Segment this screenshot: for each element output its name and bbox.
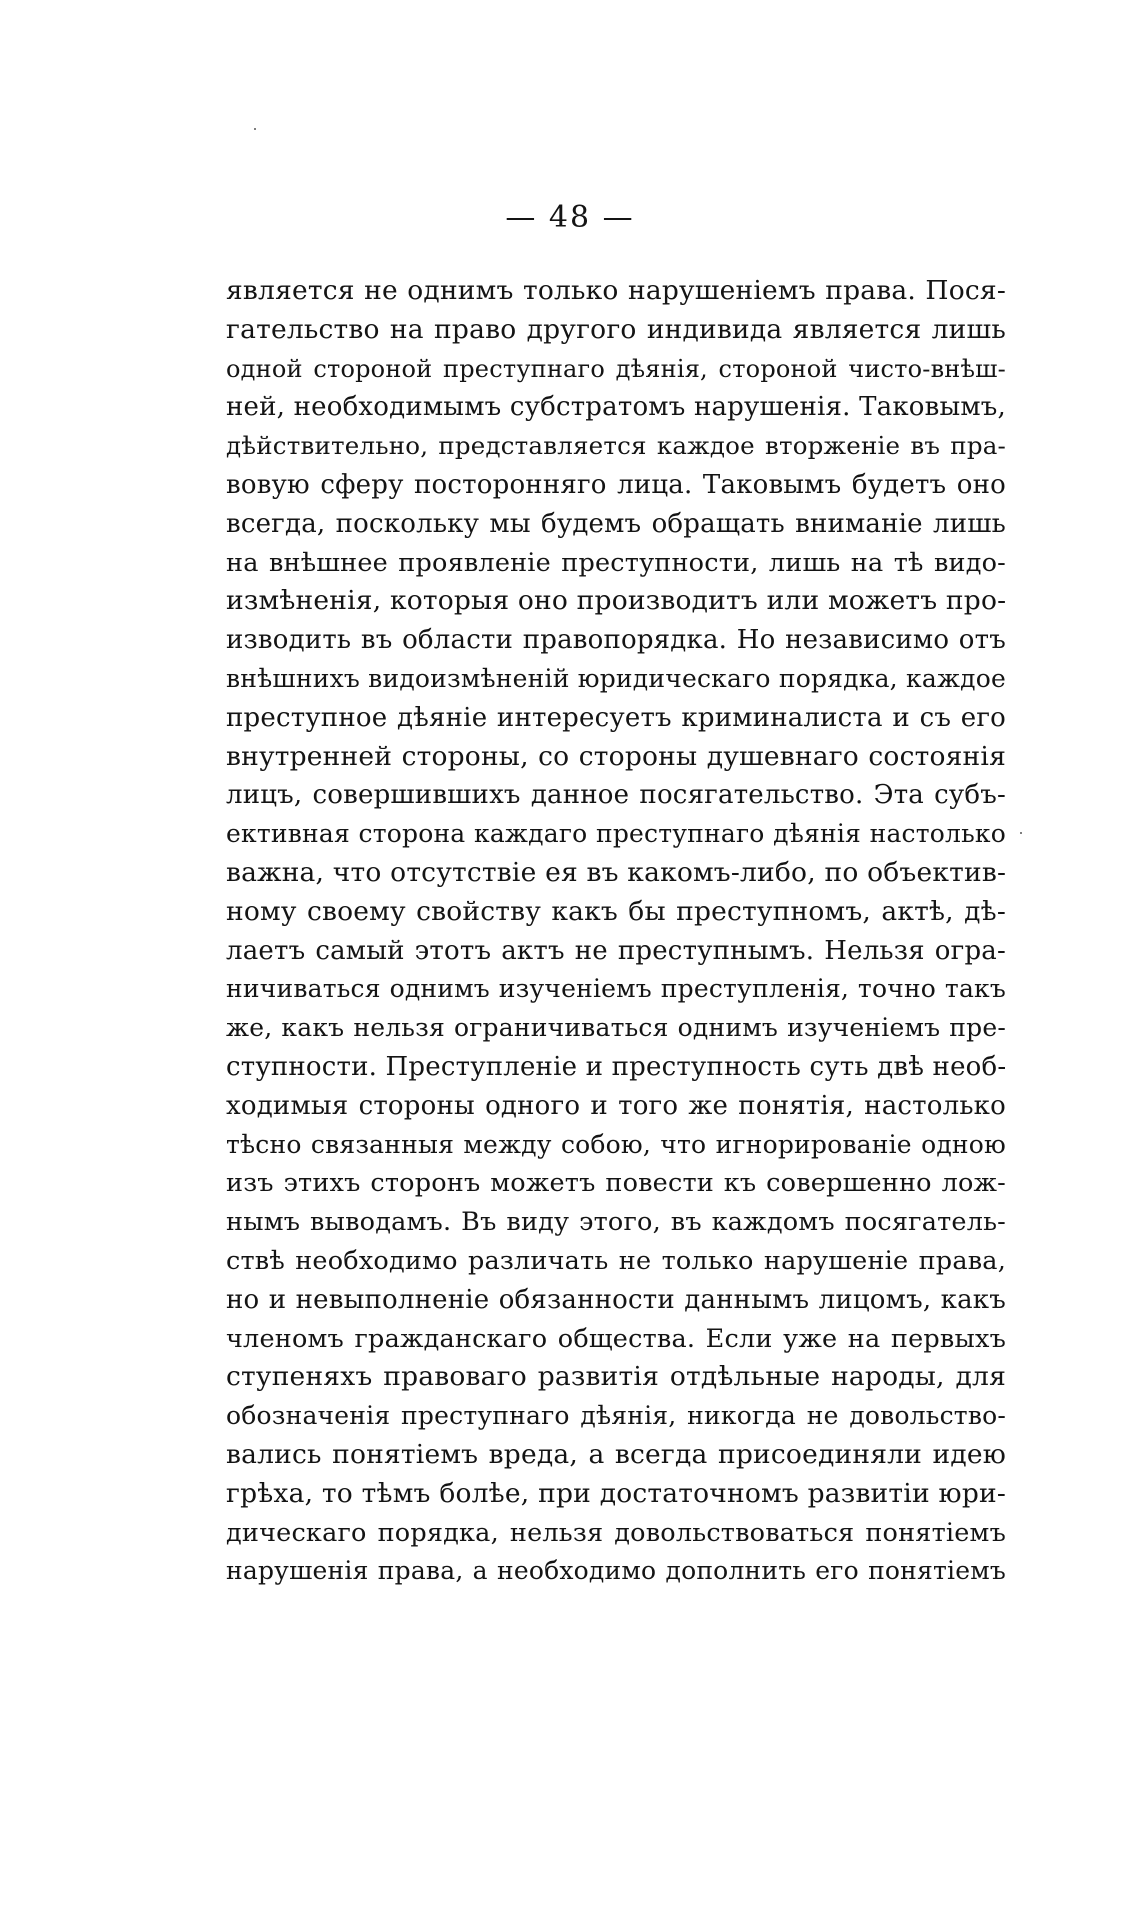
text-line: вовую сферу посторонняго лица. Таковымъ будетъ оно bbox=[226, 469, 1006, 500]
text-line: внутренней стороны, со стороны душевнаго состоянія bbox=[226, 740, 1006, 772]
text-line: всегда, поскольку мы будемъ обращать вниманіе лишь bbox=[226, 508, 1006, 539]
text-line: ней, необходимымъ субстратомъ нарушенія. Таковымъ, bbox=[226, 392, 1006, 423]
text-line: дическаго порядка, нельзя довольствоваться понятіемъ bbox=[226, 1517, 1006, 1548]
text-line: нарушенія права, а необходимо дополнить его понятіемъ bbox=[226, 1556, 1006, 1586]
text-line: ступеняхъ правоваго развитія отдѣльные народы, для bbox=[226, 1361, 1006, 1393]
body-text bbox=[226, 272, 1006, 1591]
text-line: является не однимъ только нарушеніемъ права. Пося- bbox=[226, 275, 1006, 306]
text-line: грѣха, то тѣмъ болѣе, при достаточномъ развитіи юри- bbox=[226, 1477, 1006, 1509]
text-line: измѣненія, которыя оно производитъ или можетъ про- bbox=[226, 585, 1007, 617]
text-line: вались понятіемъ вреда, а всегда присоединяли идею bbox=[226, 1438, 1006, 1470]
text-line: ступности. Преступленіе и преступность суть двѣ необ- bbox=[226, 1051, 1007, 1082]
text-line: но и невыполненіе обязанности даннымъ лицомъ, какъ bbox=[226, 1284, 1006, 1315]
text-line: ничиваться однимъ изученіемъ преступленія, точно такъ bbox=[226, 974, 1006, 1004]
text-line: лаетъ самый этотъ актъ не преступнымъ. Нельзя огра- bbox=[226, 935, 1006, 966]
text-line: нымъ выводамъ. Въ виду этого, въ каждомъ посягатель- bbox=[226, 1207, 1006, 1238]
page-number: — 48 — bbox=[505, 200, 635, 235]
text-line: на внѣшнее проявленіе преступности, лишь на тѣ видо- bbox=[226, 547, 1006, 578]
text-line: изводить въ области правопорядка. Но независимо отъ bbox=[226, 625, 1006, 656]
text-line: преступное дѣяніе интересуетъ криминалиста и съ его bbox=[226, 702, 1006, 733]
text-line: важна, что отсутствіе ея въ какомъ-либо, по объектив- bbox=[226, 856, 1007, 888]
text-line: обозначенія преступнаго дѣянія, никогда не довольство- bbox=[226, 1401, 1006, 1431]
text-line: членомъ гражданскаго общества. Если уже на первыхъ bbox=[226, 1323, 1006, 1354]
scan-speck bbox=[1020, 832, 1022, 834]
text-line: ному своему свойству какъ бы преступномъ, актѣ, дѣ- bbox=[226, 895, 1006, 927]
text-line: тѣсно связанныя между собою, что игнорированіе одною bbox=[226, 1129, 1006, 1159]
text-line: ходимыя стороны одного и того же понятія, настолько bbox=[226, 1090, 1006, 1121]
text-line: же, какъ нельзя ограничиваться однимъ изученіемъ пре- bbox=[226, 1013, 1006, 1043]
text-line: одной стороной преступнаго дѣянія, стороной чисто-внѣш- bbox=[226, 354, 1006, 383]
text-line: гательство на право другого индивида является лишь bbox=[226, 313, 1006, 345]
scan-speck bbox=[254, 128, 256, 130]
text-line: лицъ, совершившихъ данное посягательство. Эта субъ- bbox=[226, 780, 1006, 811]
text-line: ективная сторона каждаго преступнаго дѣянія настолько bbox=[226, 819, 1006, 849]
text-line: ствѣ необходимо различать не только нарушеніе права, bbox=[226, 1245, 1006, 1276]
text-line: внѣшнихъ видоизмѣненій юридическаго порядка, каждое bbox=[226, 663, 1006, 693]
text-line: дѣйствительно, представляется каждое вторженіе въ пра- bbox=[226, 431, 1006, 461]
text-line: изъ этихъ сторонъ можетъ повести къ совершенно лож- bbox=[226, 1168, 1006, 1199]
